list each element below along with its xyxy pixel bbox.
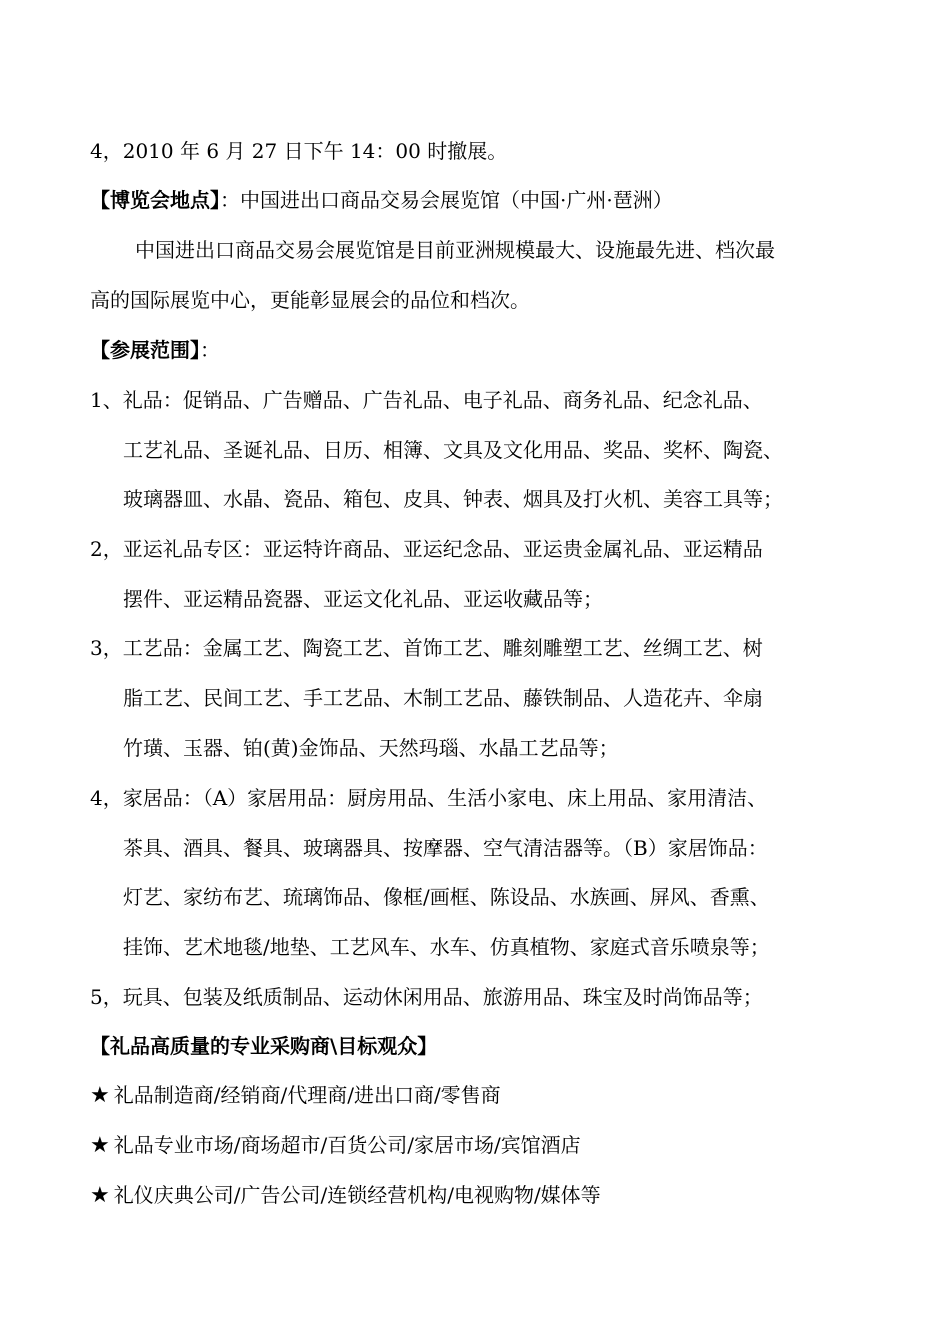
buyer-text-2: 礼品专业市场/商场超市/百货公司/家居市场/宾馆酒店 [113, 1133, 581, 1157]
buyer-text-3: 礼仪庆典公司/广告公司/连锁经营机构/电视购物/媒体等 [113, 1183, 601, 1207]
scope-item-5-line: 5，玩具、包装及纸质制品、运动休闲用品、旅游用品、珠宝及时尚饰品等； [90, 985, 763, 1009]
buyer-text-1: 礼品制造商/经销商/代理商/进出口商/零售商 [113, 1083, 501, 1107]
buyer-list-item-2 [90, 1131, 581, 1160]
scope-heading: 【参展范围】 [90, 338, 200, 362]
scope-colon: ： [200, 338, 220, 362]
scope-item-4-line-1: 4，家居品：（A）家居用品：厨房用品、生活小家电、床上用品、家用清洁、 [90, 786, 768, 810]
scope-item-3-line-2: 脂工艺、民间工艺、手工艺品、木制工艺品、藤铁制品、人造花卉、伞扇 [123, 686, 763, 710]
venue-paragraph-line-2: 高的国际展览中心，更能彰显展会的品位和档次。 [90, 288, 530, 312]
buyer-list-item-1 [90, 1081, 501, 1110]
scope-item-2-line-2: 摆件、亚运精品瓷器、亚运文化礼品、亚运收藏品等； [123, 587, 603, 611]
star-icon: ★ [90, 1183, 110, 1208]
scope-line [90, 336, 220, 364]
buyer-list-item-3 [90, 1181, 601, 1210]
scope-item-2-line-1: 2，亚运礼品专区：亚运特许商品、亚运纪念品、亚运贵金属礼品、亚运精品 [90, 537, 763, 561]
star-icon: ★ [90, 1083, 110, 1108]
location-heading: 【博览会地点】 [90, 188, 220, 212]
scope-item-1-line-2: 工艺礼品、圣诞礼品、日历、相簿、文具及文化用品、奖品、奖杯、陶瓷、 [123, 438, 783, 462]
venue-paragraph-line-1: 中国进出口商品交易会展览馆是目前亚洲规模最大、设施最先进、档次最 [135, 238, 775, 262]
scope-item-4-line-2: 茶具、酒具、餐具、玻璃器具、按摩器、空气清洁器等。（B）家居饰品： [123, 836, 768, 860]
scope-item-1-line-3: 玻璃器皿、水晶、瓷品、箱包、皮具、钟表、烟具及打火机、美容工具等； [123, 487, 783, 511]
teardown-time-line: 4，2010 年 6 月 27 日下午 14：00 时撤展。 [90, 139, 508, 163]
buyers-heading: 【礼品高质量的专业采购商\目标观众】 [90, 1034, 438, 1058]
scope-item-1-line-1: 1、礼品：促销品、广告赠品、广告礼品、电子礼品、商务礼品、纪念礼品、 [90, 388, 763, 412]
location-line [90, 186, 673, 214]
star-icon: ★ [90, 1133, 110, 1158]
location-text: ：中国进出口商品交易会展览馆（中国·广州·琶洲） [220, 188, 673, 212]
scope-item-3-line-3: 竹璜、玉器、铂(黄)金饰品、天然玛瑙、水晶工艺品等； [123, 736, 619, 760]
scope-item-4-line-3: 灯艺、家纺布艺、琉璃饰品、像框/画框、陈设品、水族画、屏风、香熏、 [123, 885, 770, 909]
scope-item-3-line-1: 3，工艺品：金属工艺、陶瓷工艺、首饰工艺、雕刻雕塑工艺、丝绸工艺、树 [90, 636, 763, 660]
scope-item-4-line-4: 挂饰、艺术地毯/地垫、工艺风车、水车、仿真植物、家庭式音乐喷泉等； [123, 935, 770, 959]
